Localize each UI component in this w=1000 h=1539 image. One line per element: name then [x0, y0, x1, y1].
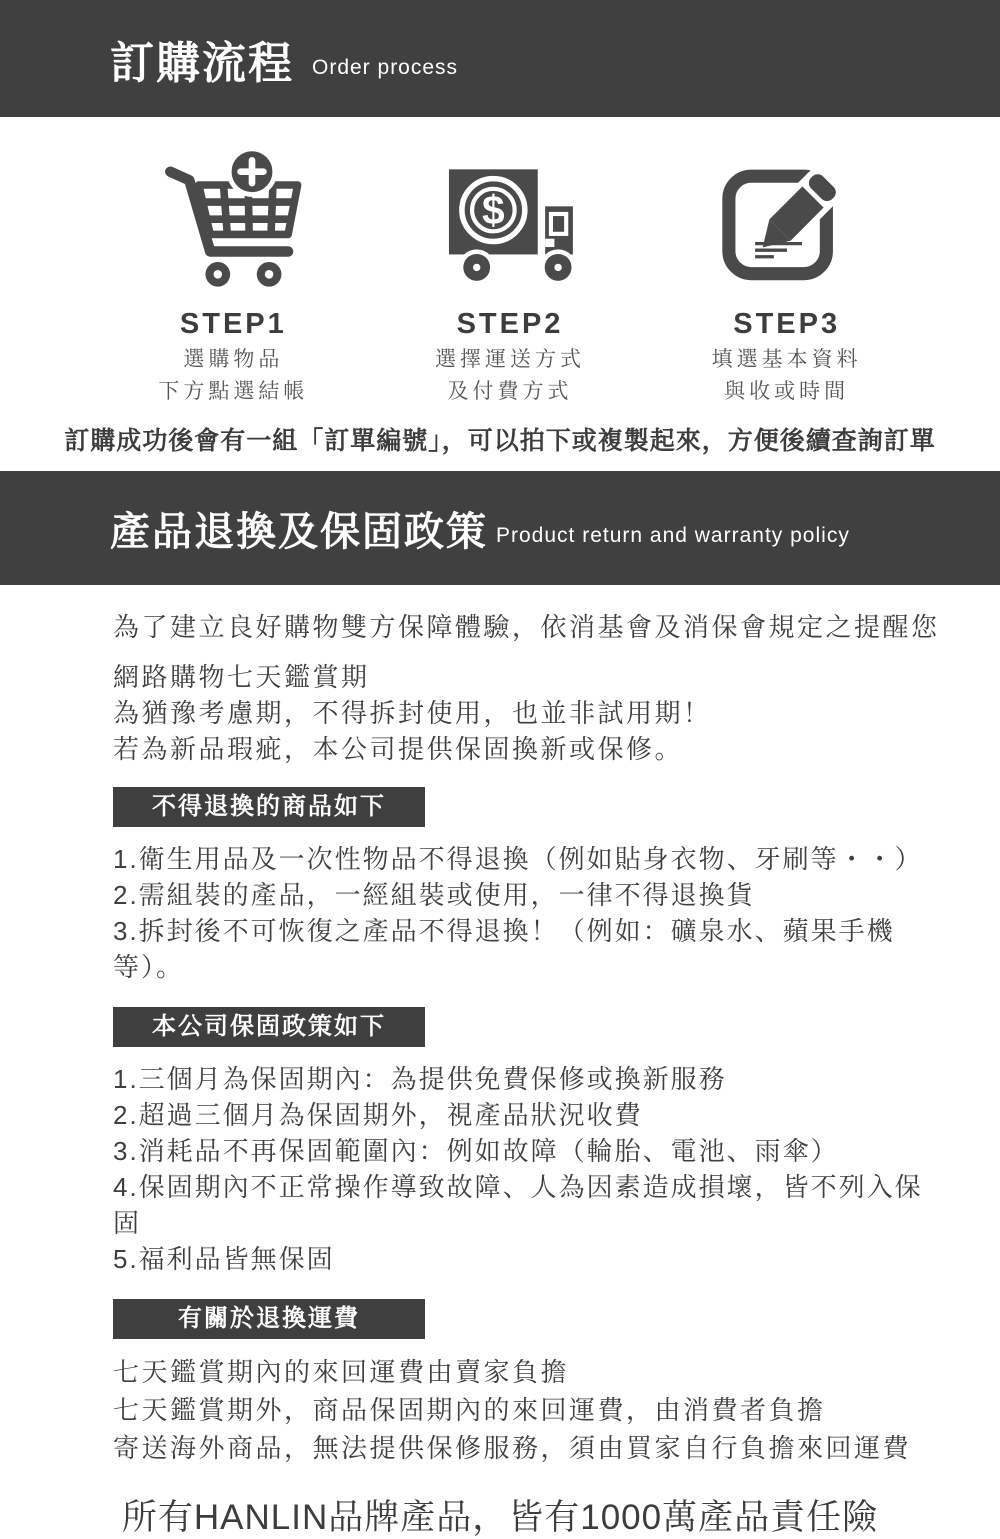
- list-item: 2.需組裝的產品，一經組裝或使用，一律不得退換貨: [113, 880, 755, 910]
- section-heading-warranty: 本公司保固政策如下: [113, 1007, 425, 1047]
- step-2: [372, 147, 649, 408]
- list-item: 寄送海外商品，無法提供保修服務，須由買家自行負擔來回運費: [113, 1433, 912, 1463]
- list-item: 2.超過三個月為保固期外，視產品狀況收費: [113, 1100, 643, 1130]
- step-3-icon-box: [648, 147, 925, 299]
- trial-note-line: 為猶豫考慮期，不得拆封使用，也並非試用期！: [113, 698, 712, 728]
- order-process-title: 訂購流程: [110, 38, 294, 88]
- step-1-line-1: 選購物品: [183, 348, 284, 371]
- warranty-list: [113, 1061, 945, 1277]
- order-steps: [0, 117, 1000, 408]
- step-1-label: STEP1: [179, 308, 287, 340]
- step-1-icon-box: [95, 147, 372, 299]
- step-2-line-2: 及付費方式: [447, 380, 573, 403]
- section-heading-shipping-fee: 有關於退換運費: [113, 1299, 425, 1339]
- policy-subtitle: Product return and warranty policy: [496, 524, 850, 547]
- dollar-icon: $: [482, 186, 505, 233]
- liability-insurance-note: 所有HANLIN品牌產品，皆有1000萬產品責任險: [121, 1498, 879, 1537]
- no-return-list: [113, 841, 945, 985]
- list-item: 七天鑑賞期外，商品保固期內的來回運費，由消費者負擔: [113, 1395, 826, 1425]
- step-1: [95, 147, 372, 408]
- cart-add-icon: [157, 147, 309, 299]
- step-2-line-1: 選擇運送方式: [435, 348, 585, 371]
- order-note: 訂購成功後會有一組「訂單編號」，可以拍下或複製起來，方便後續查詢訂單: [64, 427, 936, 455]
- step-2-icon-box: [372, 147, 649, 299]
- list-item: 1.三個月為保固期內：為提供免費保修或換新服務: [113, 1064, 727, 1094]
- section-heading-no-return: 不得退換的商品如下: [113, 787, 425, 827]
- list-item: 5.福利品皆無保固: [113, 1244, 335, 1274]
- trial-note-line: 若為新品瑕疵，本公司提供保固換新或保修。: [113, 734, 684, 764]
- payment-truck-icon: [436, 149, 584, 297]
- step-3-line-1: 填選基本資料: [711, 348, 862, 371]
- order-process-header: [0, 0, 1000, 117]
- policy-header: [0, 471, 1000, 585]
- list-item: 3.消耗品不再保固範圍內：例如故障（輪胎、電池、雨傘）: [113, 1136, 839, 1166]
- list-item: 1.衛生用品及一次性物品不得退換（例如貼身衣物、牙刷等・・）: [113, 844, 923, 874]
- policy-title: 產品退換及保固政策: [110, 509, 488, 554]
- list-item: 七天鑑賞期內的來回運費由賣家負擔: [113, 1357, 570, 1387]
- order-process-subtitle: Order process: [312, 55, 459, 79]
- list-item: 3.拆封後不可恢復之產品不得退換！（例如：礦泉水、蘋果手機等）。: [113, 916, 895, 982]
- form-edit-icon: [712, 148, 862, 298]
- step-3-line-2: 與收或時間: [724, 380, 850, 403]
- list-item: 4.保固期內不正常操作導致故障、人為因素造成損壞，皆不列入保固: [113, 1172, 923, 1238]
- trial-period-notes: [113, 659, 945, 767]
- policy-intro: 為了建立良好購物雙方保障體驗，依消基會及消保會規定之提醒您: [113, 612, 940, 642]
- trial-note-line: 網路購物七天鑑賞期: [113, 662, 370, 692]
- shipping-fee-list: [113, 1353, 945, 1467]
- step-3-label: STEP3: [733, 308, 841, 340]
- step-3: [648, 147, 925, 408]
- policy-content: [0, 609, 1000, 1467]
- step-1-line-2: 下方點選結帳: [158, 380, 309, 403]
- step-2-label: STEP2: [456, 308, 564, 340]
